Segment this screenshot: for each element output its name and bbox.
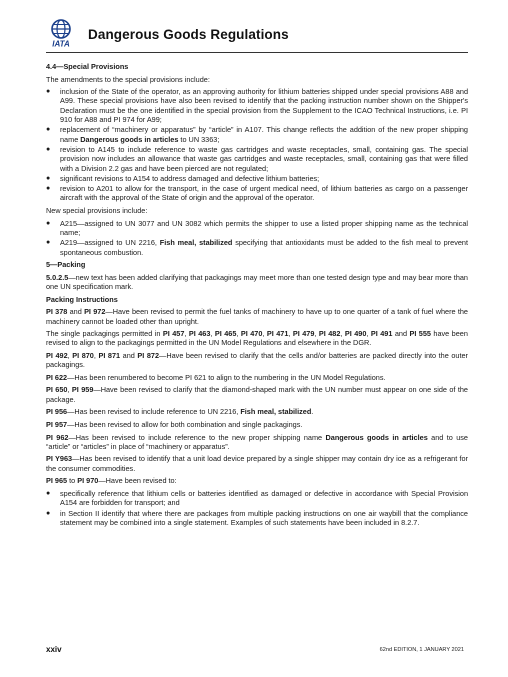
list-item: ● specifically reference that lithium cells or batteries identified as damaged or defective in accordance with Special Provision A154 are forbidden for transport; and (46, 488, 468, 508)
list-item: ● replacement of “machinery or apparatus” by “article” in A107. This change reflects the addition of the new proper shipping name Dangerous goods in articles to UN 3363; (46, 125, 468, 144)
paragraph: PI 378 and PI 972—Have been revised to permit the fuel tanks of machinery to have up to one quarter of a tank of fuel where the machinery cannot be loaded other than upright. (46, 307, 468, 326)
list-item: ● inclusion of the State of the operator, as an approving authority for lithium batteries shipped under special provisions A88 and A99. These special provisions have also been revised to identify that the packing instruction number shown on the Shipper's Declaration must be the one identified in the special provision from the Supplement to the ICAO Technical Instructions, i.e. PI 910 for A88 and PI 974 for A99; (46, 87, 468, 125)
list-item: ● in Section II identify that where there are packages from multiple packing instructions on one air waybill that the compliance statement may be combined into a single statement. Examples of such statements have been included in 8.2.7. (46, 508, 468, 527)
paragraph: PI 650, PI 959—Have been revised to clarify that the diamond-shaped mark with the UN number must appear on one side of the package. (46, 385, 468, 404)
paragraph: PI 956—Has been revised to include reference to UN 2216, Fish meal, stabilized. (46, 407, 314, 417)
paragraph: New special provisions include: (46, 206, 148, 216)
section-heading-packing-instructions: Packing Instructions (46, 294, 118, 304)
section-heading-packing: 5—Packing (46, 260, 86, 270)
paragraph: PI 492, PI 870, PI 871 and PI 872—Have been revised to clarify that the cells and/or batteries are packed directly into the outer packagings. (46, 350, 468, 370)
page-header (46, 18, 466, 48)
page-content (46, 62, 468, 530)
list-item: ● significant revisions to A154 to address damaged and defective lithium batteries; (46, 173, 320, 183)
bullet-icon: ● (46, 145, 51, 153)
paragraph: The single packagings permitted in PI 457, PI 463, PI 465, PI 470, PI 471, PI 479, PI 482, PI 490, PI 491 and PI 555 have been revised to align to the packagings permitted in the UN Model Regulations and elsewhere in the DGR. (46, 329, 468, 348)
bullet-icon: ● (46, 239, 51, 247)
paragraph: The amendments to the special provisions include: (46, 74, 210, 84)
new-provisions-list (46, 219, 468, 257)
header-rule (46, 52, 468, 53)
list-item: ● revision to A145 to include reference to waste gas cartridges and waste receptacles, small, containing gas. The special provision now includes an allowance that waste gas cartridges and waste receptacles, small, containing gas that were filled with a Division 2.2 gas and have been pierced are not regulated; (46, 144, 468, 173)
amendments-list (46, 87, 468, 203)
paragraph: PI Y963—Has been revised to identify that a unit load device prepared by a single shipper may contain dry ice as a refrigerant for the consumer commodities. (46, 454, 468, 473)
paragraph: PI 962—Has been revised to include reference to the new proper shipping name Dangerous goods in articles and to use “article” or “articles” in place of “machinery or apparatus”. (46, 432, 468, 451)
svg-text:IATA: IATA (52, 39, 70, 48)
bullet-icon: ● (46, 219, 51, 227)
section-heading-special-provisions: 4.4—Special Provisions (46, 62, 129, 71)
edition-label: 62nd EDITION, 1 JANUARY 2021 (379, 647, 464, 653)
bullet-icon: ● (46, 88, 51, 96)
bullet-icon: ● (46, 489, 51, 497)
list-item: ● A215—assigned to UN 3077 and UN 3082 which permits the shipper to use a listed proper shipping name as the technical name; (46, 218, 468, 237)
bullet-icon: ● (46, 174, 51, 182)
list-item: ● revision to A201 to allow for the transport, in the case of urgent medical need, of lithium batteries as cargo on a passenger aircraft with the approval of the State of origin and the approval of the operator. (46, 184, 468, 203)
paragraph: PI 622—Has been renumbered to become PI 621 to align to the numbering in the UN Model Regulations. (46, 372, 386, 382)
list-item: ● A219—assigned to UN 2216, Fish meal, stabilized specifying that antioxidants must be added to the fish meal to prevent spontaneous combustion. (46, 238, 469, 257)
pi-965-970-list (46, 489, 468, 527)
paragraph: PI 957—Has been revised to allow for both combination and single packagings. (46, 419, 303, 429)
page-number: xxiv (46, 645, 62, 654)
bullet-icon: ● (46, 509, 51, 517)
paragraph: 5.0.2.5—new text has been added clarifying that packagings may meet more than one tested design type and may bear more than one UN specification mark. (46, 272, 468, 292)
iata-logo (46, 18, 76, 48)
paragraph: PI 965 to PI 970—Have been revised to: (46, 476, 177, 486)
bullet-icon: ● (46, 185, 51, 193)
bullet-icon: ● (46, 126, 51, 134)
document-title: Dangerous Goods Regulations (88, 27, 289, 42)
